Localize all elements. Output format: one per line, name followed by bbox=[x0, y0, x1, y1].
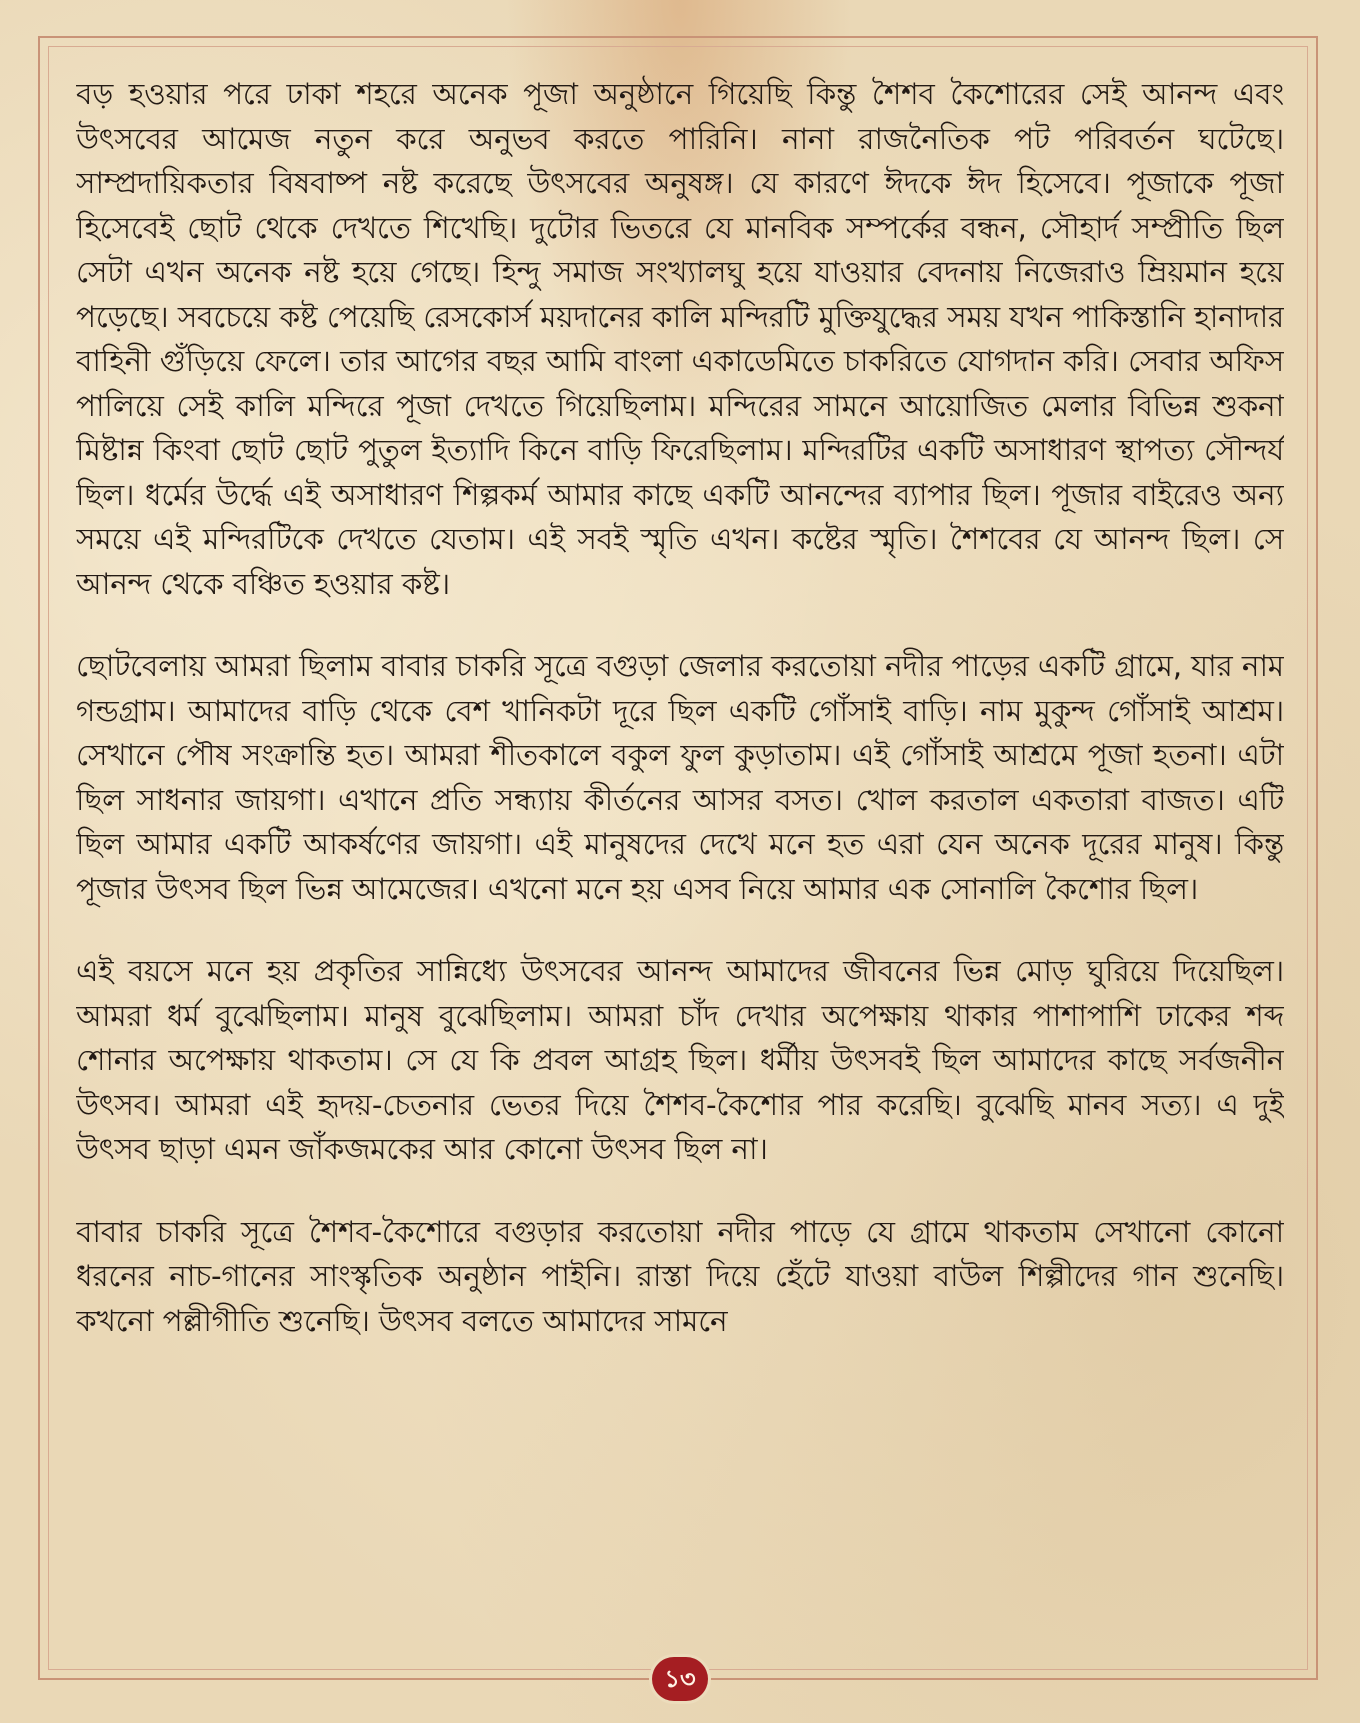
paragraph-1: বড় হওয়ার পরে ঢাকা শহরে অনেক পূজা অনুষ্ঠানে গিয়েছি কিন্তু শৈশব কৈশোরের সেই আনন্দ এবং উৎসবের আমেজ নতুন করে অনুভব করতে পারিনি। নানা রাজনৈতিক পট পরিবর্তন ঘটেছে। সাম্প্রদায়িকতার বিষবাষ্প নষ্ট করেছে উৎসবের অনুষঙ্গ। যে কারণে ঈদকে ঈদ হিসেবে। পূজাকে পূজা হিসেবেই ছোট থেকে দেখতে শিখেছি। দুটোর ভিতরে যে মানবিক সম্পর্কের বন্ধন, সৌহার্দ সম্প্রীতি ছিল সেটা এখন অনেক নষ্ট হয়ে গেছে। হিন্দু সমাজ সংখ্যালঘু হয়ে যাওয়ার বেদনায় নিজেরাও ম্রিয়মান হয়ে পড়েছে। সবচেয়ে কষ্ট পেয়েছি রেসকোর্স ময়দানের কালি মন্দিরটি মুক্তিযুদ্ধের সময় যখন পাকিস্তানি হানাদার বাহিনী গুঁড়িয়ে ফেলে। তার আগের বছর আমি বাংলা একাডেমিতে চাকরিতে যোগদান করি। সেবার অফিস পালিয়ে সেই কালি মন্দিরে পূজা দেখতে গিয়েছিলাম। মন্দিরের সামনে আয়োজিত মেলার বিভিন্ন শুকনা মিষ্টান্ন কিংবা ছোট ছোট পুতুল ইত্যাদি কিনে বাড়ি ফিরেছিলাম। মন্দিরটির একটি অসাধারণ স্থাপত্য সৌন্দর্য ছিল। ধর্মের উর্দ্ধে এই অসাধারণ শিল্পকর্ম আমার কাছে একটি আনন্দের ব্যাপার ছিল। পূজার বাইরেও অন্য সময়ে এই মন্দিরটিকে দেখতে যেতাম। এই সবই স্মৃতি এখন। কষ্টের স্মৃতি। শৈশবের যে আনন্দ ছিল। সে আনন্দ থেকে বঞ্চিত হওয়ার কষ্ট। bbox=[76, 77, 1284, 601]
page-number-badge: ১৩ bbox=[652, 1657, 708, 1701]
paragraph-3: এই বয়সে মনে হয় প্রকৃতির সান্নিধ্যে উৎসবের আনন্দ আমাদের জীবনের ভিন্ন মোড় ঘুরিয়ে দিয়েছিল। আমরা ধর্ম বুঝেছিলাম। মানুষ বুঝেছিলাম। আমরা চাঁদ দেখার অপেক্ষায় থাকার পাশাপাশি ঢাকের শব্দ শোনার অপেক্ষায় থাকতাম। সে যে কি প্রবল আগ্রহ ছিল। ধর্মীয় উৎসবই ছিল আমাদের কাছে সর্বজনীন উৎসব। আমরা এই হৃদয়-চেতনার ভেতর দিয়ে শৈশব-কৈশোর পার করেছি। বুঝেছি মানব সত্য। এ দুই উৎসব ছাড়া এমন জাঁকজমকের আর কোনো উৎসব ছিল না। bbox=[76, 954, 1284, 1166]
article-body bbox=[76, 72, 1284, 1652]
paragraph-2: ছোটবেলায় আমরা ছিলাম বাবার চাকরি সূত্রে বগুড়া জেলার করতোয়া নদীর পাড়ের একটি গ্রামে, যার নাম গন্ডগ্রাম। আমাদের বাড়ি থেকে বেশ খানিকটা দূরে ছিল একটি গোঁসাই বাড়ি। নাম মুকুন্দ গোঁসাই আশ্রম। সেখানে পৌষ সংক্রান্তি হত। আমরা শীতকালে বকুল ফুল কুড়াতাম। এই গোঁসাই আশ্রমে পূজা হতনা। এটা ছিল সাধনার জায়গা। এখানে প্রতি সন্ধ্যায় কীর্তনের আসর বসত। খোল করতাল একতারা বাজত। এটি ছিল আমার একটি আকর্ষণের জায়গা। এই মানুষদের দেখে মনে হত এরা যেন অনেক দূরের মানুষ। কিন্তু পূজার উৎসব ছিল ভিন্ন আমেজের। এখনো মনে হয় এসব নিয়ে আমার এক সোনালি কৈশোর ছিল। bbox=[76, 649, 1284, 906]
paragraph-4: বাবার চাকরি সূত্রে শৈশব-কৈশোরে বগুড়ার করতোয়া নদীর পাড়ে যে গ্রামে থাকতাম সেখানো কোনো ধরনের নাচ-গানের সাংস্কৃতিক অনুষ্ঠান পাইনি। রাস্তা দিয়ে হেঁটে যাওয়া বাউল শিল্পীদের গান শুনেছি। কখনো পল্লীগীতি শুনেছি। উৎসব বলতে আমাদের সামনে bbox=[76, 1214, 1284, 1338]
